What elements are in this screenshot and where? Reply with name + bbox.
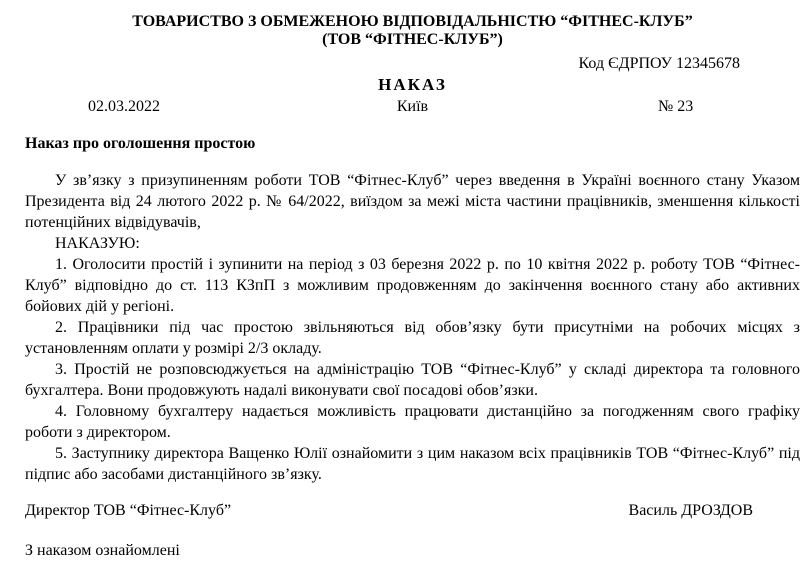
signatory-position: Директор ТОВ “Фітнес-Клуб”: [25, 502, 232, 519]
signatory-name: Василь ДРОЗДОВ: [628, 502, 753, 519]
dateline: [25, 96, 800, 117]
order-item-1: 1. Оголосити простій і зупинити на період з 03 березня 2022 р. по 10 квітня 2022 р. роботу ТОВ “Фітнес-Клуб” відповідно до ст. 113 КЗпП з можливим продовженням до закінчення воєнного стану або активних бойових дій у регіоні.: [25, 256, 800, 315]
order-item-4: 4. Головному бухгалтеру надається можливість працювати дистанційно за погодженням свого графіку роботи з директором.: [25, 403, 800, 441]
order-keyword: НАКАЗУЮ:: [55, 235, 140, 252]
signature-row: [25, 500, 800, 521]
document-type-title: НАКАЗ: [378, 75, 447, 94]
order-subject: Наказ про оголошення простою: [25, 135, 256, 152]
order-item-5: 5. Заступнику директора Ващенко Юлії ознайомити з цим наказом всіх працівників ТОВ “Фітнес-Клуб” під підпис або засобами дистанційного зв’язку.: [25, 445, 800, 483]
order-item-3: 3. Простій не розповсюджується на адміністрацію ТОВ “Фітнес-Клуб” у складі директора та головного бухгалтера. Вони продовжують надалі виконувати свої посадові обов’язки.: [25, 361, 800, 399]
edrpou-code: Код ЄДРПОУ 12345678: [578, 55, 740, 72]
order-item-2: 2. Працівники під час простою звільняються від обов’язку бути присутніми на робочих місцях з установленням оплати у розмірі 2/3 окладу.: [25, 319, 800, 357]
order-date: 02.03.2022: [88, 98, 160, 115]
preamble-paragraph: У зв’язку з призупиненням роботи ТОВ “Фітнес-Клуб” через введення в Україні воєнного стану Указом Президента від 24 лютого 2022 р. № 64/2022, виїздом за межі міста частини працівників, зменшення кількості потенційних відвідувачів,: [25, 172, 800, 231]
company-name-full: ТОВАРИСТВО З ОБМЕЖЕНОЮ ВІДПОВІДАЛЬНІСТЮ “ФІТНЕС-КЛУБ”: [132, 13, 693, 30]
acknowledgement-line: З наказом ознайомлені: [25, 542, 180, 559]
order-place: Київ: [396, 98, 429, 115]
order-number: № 23: [658, 98, 694, 115]
company-name-short: (ТОВ “ФІТНЕС-КЛУБ”): [322, 31, 503, 48]
